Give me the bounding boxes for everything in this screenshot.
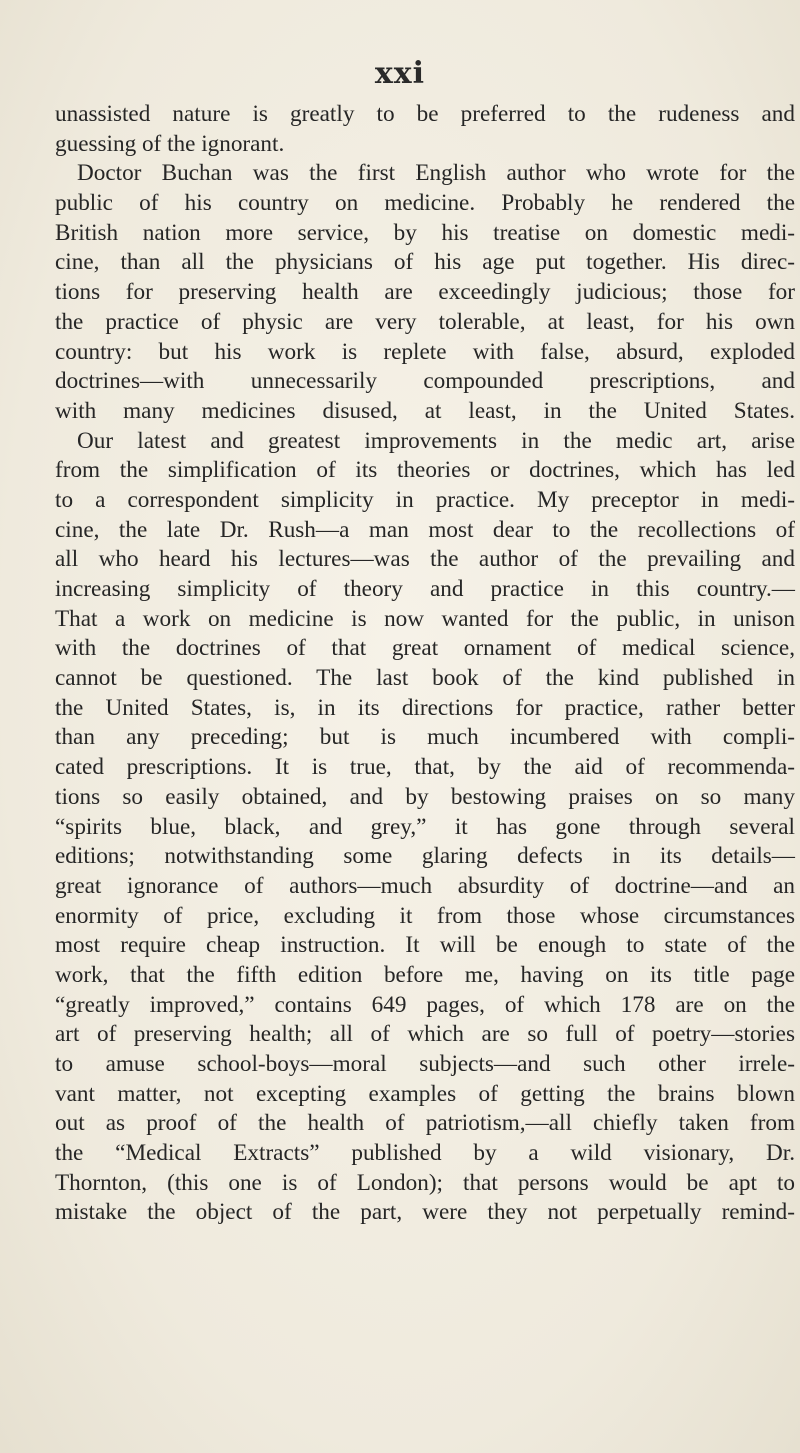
text-line: all who heard his lectures—was the author of the prevailing and — [55, 546, 795, 573]
text-line: vant matter, not excepting examples of getting the brains blown — [55, 1080, 795, 1107]
text-line: British nation more service, by his treatise on domestic medi- — [55, 219, 795, 246]
text-line: with many medicines disused, at least, in the United States. — [55, 397, 795, 424]
text-line: art of preserving health; all of which are so full of poetry—stories — [55, 1021, 795, 1048]
text-line: the practice of physic are very tolerable, at least, for his own — [55, 308, 795, 335]
text-line: with the doctrines of that great ornament of medical science, — [55, 635, 795, 662]
text-line: cated prescriptions. It is true, that, by the aid of recommenda- — [55, 754, 795, 781]
text-line: enormity of price, excluding it from those whose circumstances — [55, 902, 795, 929]
text-line: tions for preserving health are exceedingly judicious; those for — [55, 279, 795, 306]
text-line: country: but his work is replete with false, absurd, exploded — [55, 338, 795, 365]
text-line: tions so easily obtained, and by bestowing praises on so many — [55, 783, 795, 810]
text-line: most require cheap instruction. It will be enough to state of the — [55, 932, 795, 959]
text-line: to amuse school-boys—moral subjects—and such other irrele- — [55, 1051, 795, 1077]
text-line: guessing of the ignorant. — [55, 130, 285, 157]
text-line: “greatly improved,” contains 649 pages, of which 178 are on the — [55, 991, 795, 1018]
page-number: xxi — [374, 56, 426, 91]
text-line: editions; notwithstanding some glaring defects in its details— — [55, 843, 795, 870]
text-line: the United States, is, in its directions for practice, rather better — [55, 694, 795, 721]
text-line: unassisted nature is greatly to be preferred to the rudeness and — [55, 101, 795, 127]
body-text — [55, 100, 795, 1228]
text-line: mistake the object of the part, were they not perpetually remind- — [55, 1199, 795, 1226]
text-line: from the simplification of its theories or doctrines, which has led — [55, 457, 795, 484]
text-line: Our latest and greatest improvements in the medic art, arise — [77, 427, 795, 454]
text-line: cine, than all the physicians of his age put together. His direc- — [55, 249, 795, 276]
text-line: out as proof of the health of patriotism,—all chiefly taken from — [55, 1110, 795, 1137]
text-line: Doctor Buchan was the first English author who wrote for the — [77, 160, 795, 187]
text-line: doctrines—with unnecessarily compounded prescriptions, and — [55, 368, 795, 395]
text-line: increasing simplicity of theory and practice in this country.— — [55, 576, 795, 602]
text-line: than any preceding; but is much incumbered with compli- — [55, 724, 795, 751]
text-line: public of his country on medicine. Probably he rendered the — [55, 190, 795, 217]
text-line: “spirits blue, black, and grey,” it has gone through several — [55, 813, 795, 840]
text-line: cannot be questioned. The last book of the kind published in — [55, 665, 795, 692]
text-line: work, that the fifth edition before me, having on its title page — [55, 961, 795, 988]
text-line: cine, the late Dr. Rush—a man most dear to the recollections of — [55, 516, 795, 543]
text-line: Thornton, (this one is of London); that persons would be apt to — [55, 1169, 795, 1196]
text-line: the “Medical Extracts” published by a wild visionary, Dr. — [55, 1140, 795, 1167]
text-line: to a correspondent simplicity in practice. My preceptor in medi- — [55, 486, 795, 513]
text-line: great ignorance of authors—much absurdity of doctrine—and an — [55, 872, 795, 899]
text-line: That a work on medicine is now wanted for the public, in unison — [55, 605, 795, 632]
